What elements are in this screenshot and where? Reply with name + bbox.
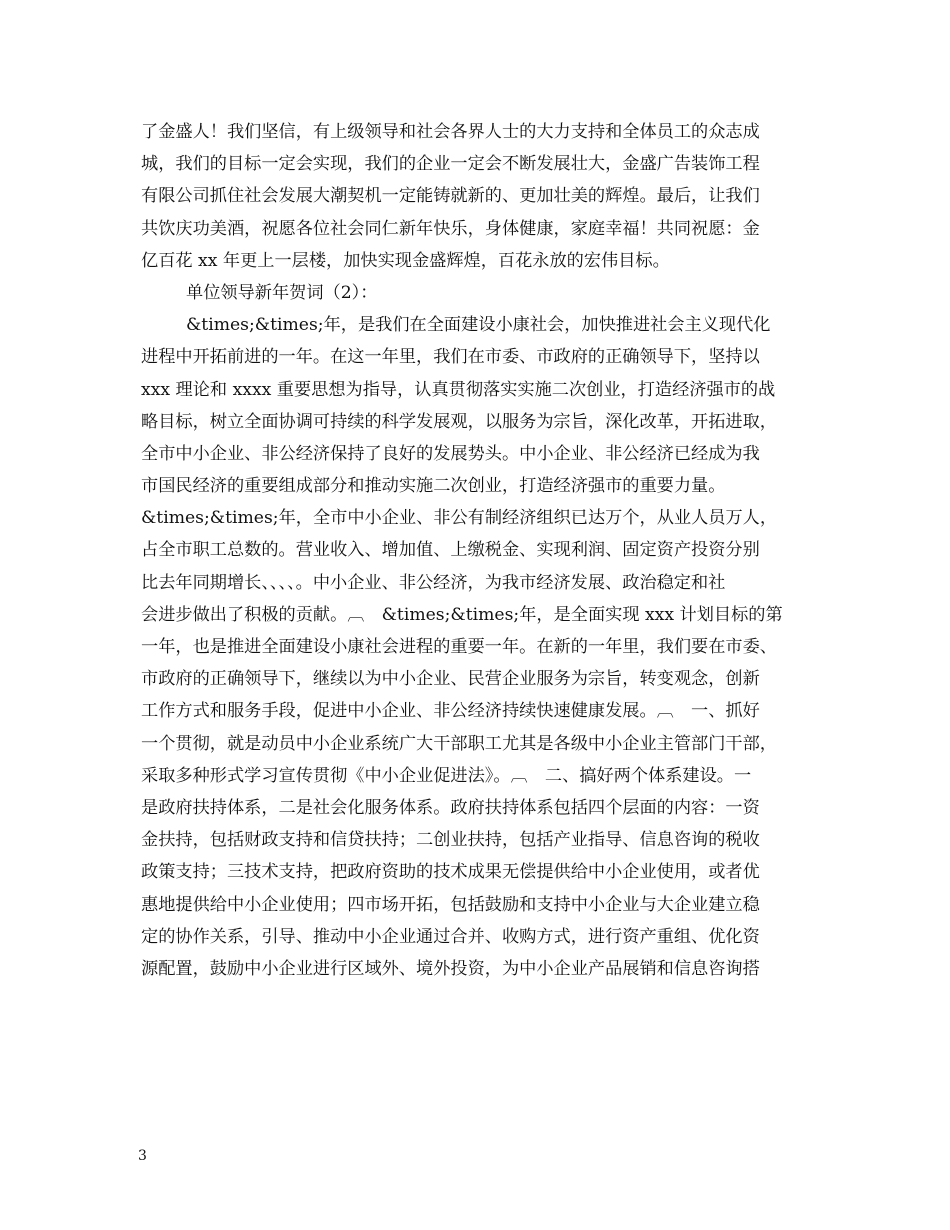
text-line: 是政府扶持体系，二是社会化服务体系。政府扶持体系包括四个层面的内容：一资 xyxy=(141,797,760,818)
text-line: 城，我们的目标一定会实现，我们的企业一定会不断发展壮大，金盛广告装饰工程 xyxy=(141,154,760,175)
text-line: 了金盛人！我们坚信，有上级领导和社会各界人士的大力支持和全体员工的众志成 xyxy=(141,122,760,142)
text-line: 比去年同期增长、、、、。中小企业、非公经济，为我市经济发展、政治稳定和社 xyxy=(141,572,726,593)
text-line: 市政府的正确领导下，继续以为中小企业、民营企业服务为宗旨，转变观念，创新 xyxy=(141,669,760,690)
text-line: 一个贯彻，就是动员中小企业系统广大干部职工尤其是各级中小企业主管部门干部， xyxy=(141,733,777,754)
text-line: 源配置，鼓励中小企业进行区域外、境外投资，为中小企业产品展销和信息咨询搭 xyxy=(141,958,760,979)
text-line: 惠地提供给中小企业使用；四市场开拓，包括鼓励和支持中小企业与大企业建立稳 xyxy=(141,894,760,915)
text-line: 进程中开拓前进的一年。在这一年里，我们在市委、市政府的正确领导下，坚持以 xyxy=(141,347,760,368)
text-line: 金扶持，包括财政支持和信贷扶持；二创业扶持，包括产业指导、信息咨询的税收 xyxy=(141,830,760,851)
text-line: 采取多种形式学习宣传贯彻《中小企业促进法》。︹ 二、搞好两个体系建设。一 xyxy=(141,765,752,786)
body-text xyxy=(141,116,831,985)
text-line: &times;&times;年，是我们在全面建设小康社会，加快推进社会主义现代化 xyxy=(186,315,771,336)
text-line: xxx 理论和 xxxx 重要思想为指导，认真贯彻落实实施二次创业，打造经济强市的战 xyxy=(141,379,776,400)
text-line: &times;&times;年，全市中小企业、非公有制经济组织已达万个，从业人员万人， xyxy=(141,508,778,529)
text-line: 一年，也是推进全面建设小康社会进程的重要一年。在新的一年里，我们要在市委、 xyxy=(141,637,777,657)
text-line: 共饮庆功美酒，祝愿各位社会同仁新年快乐，身体健康，家庭幸福！共同祝愿：金 xyxy=(141,218,760,239)
text-line: 单位领导新年贺词（2）： xyxy=(186,282,378,303)
text-line: 有限公司抓住社会发展大潮契机一定能铸就新的、更加壮美的辉煌。最后，让我们 xyxy=(141,186,760,207)
text-line: 略目标，树立全面协调可持续的科学发展观，以服务为宗旨，深化改革，开拓进取， xyxy=(141,411,777,432)
text-line: 会进步做出了积极的贡献。︹ &times;&times;年，是全面实现 xxx 计划目标的第 xyxy=(141,604,783,625)
text-line: 政策支持；三技术支持，把政府资助的技术成果无偿提供给中小企业使用，或者优 xyxy=(141,862,760,883)
text-line: 亿百花 xx 年更上一层楼，加快实现金盛辉煌，百花永放的宏伟目标。 xyxy=(141,250,670,271)
text-line: 工作方式和服务手段，促进中小企业、非公经济持续快速健康发展。︹ 一、抓好 xyxy=(141,701,760,722)
text-line: 占全市职工总数的。营业收入、增加值、上缴税金、实现利润、固定资产投资分别 xyxy=(141,540,760,561)
text-line: 全市中小企业、非公经济保持了良好的发展势头。中小企业、非公经济已经成为我 xyxy=(141,443,760,464)
text-line: 定的协作关系，引导、推动中小企业通过合并、收购方式，进行资产重组、优化资 xyxy=(141,926,760,947)
text-line: 市国民经济的重要组成部分和推动实施二次创业，打造经济强市的重要力量。 xyxy=(141,476,726,497)
page-number: 3 xyxy=(138,1148,147,1164)
